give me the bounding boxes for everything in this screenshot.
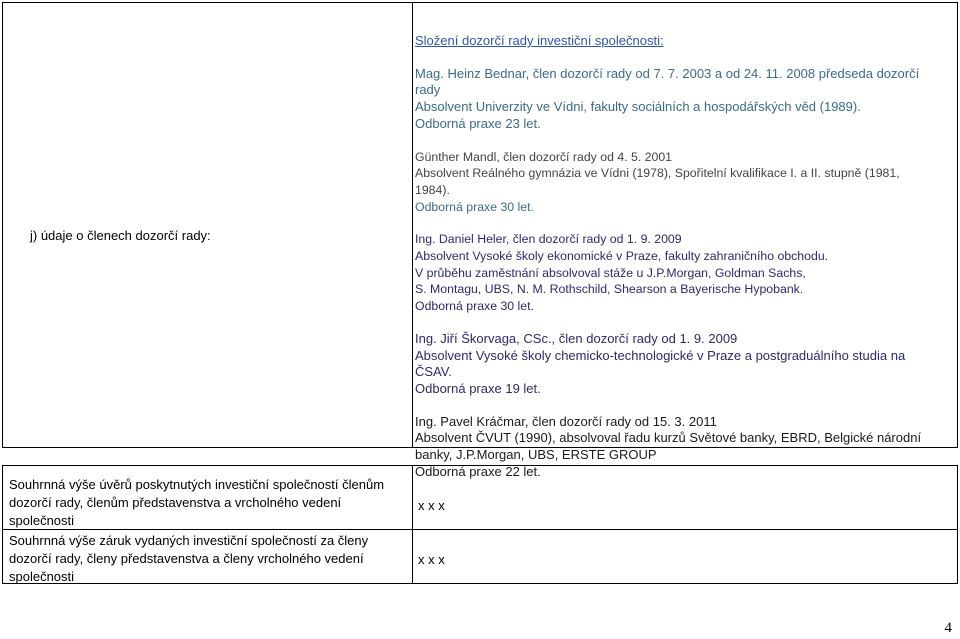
member-line: Ing. Pavel Kráčmar, člen dozorčí rady od 15. 3. 2011 (415, 413, 717, 429)
summary-table (2, 465, 958, 584)
member-line: Absolvent Vysoké školy chemicko-technologické v Praze a postgraduálního studia na (415, 347, 906, 363)
summary-value-guarantees: x x x (418, 552, 445, 567)
member-line: Absolvent ČVUT (1990), absolvoval řadu kurzů Světové banky, EBRD, Belgické národní (415, 430, 922, 446)
column-divider (412, 3, 413, 447)
member-line: 1984). (415, 182, 450, 197)
member-line: V průběhu zaměstnání absolvoval stáže u J.P.Morgan, Goldman Sachs, (415, 265, 806, 280)
summary-label-guarantees: Souhrnná výše záruk vydaných investiční společností za členy dozorčí rady, členy představenstva a členy vrcholného vedení společnosti (9, 533, 369, 584)
member-line: Ing. Jiří Škorvaga, CSc., člen dozorčí rady od 1. 9. 2009 (415, 330, 738, 346)
summary-label-loans: Souhrnná výše úvěrů poskytnutých investiční společností členům dozorčí rady, členům představenstva a vrcholného vedení společnosti (9, 477, 385, 528)
section-label: j) údaje o členech dozorčí rady: (30, 228, 211, 243)
member-line: Odborná praxe 19 let. (415, 380, 541, 396)
member-block-2 (415, 149, 940, 216)
page-number: 4 (944, 620, 952, 636)
member-line: Odborná praxe 22 let. (415, 463, 541, 479)
member-block-4 (415, 331, 940, 398)
member-line: banky, J.P.Morgan, UBS, ERSTE GROUP (415, 447, 657, 463)
summary-value-loans: x x x (418, 498, 445, 513)
member-line: Odborná praxe 30 let. (415, 299, 534, 314)
member-line: Odborná praxe 23 let. (415, 115, 541, 131)
member-line: Absolvent Vysoké školy ekonomické v Praze, fakulty zahraničního obchodu. (415, 249, 829, 264)
member-line: rady (415, 82, 441, 98)
member-block-1 (415, 66, 940, 133)
board-heading: Složení dozorčí rady investiční společnosti: (415, 33, 664, 48)
member-block-3 (415, 231, 940, 315)
member-line: ČSAV. (415, 364, 452, 380)
member-line: Ing. Daniel Heler, člen dozorčí rady od 1. 9. 2009 (415, 232, 682, 247)
member-line: Absolvent Reálného gymnázia ve Vídni (1978), Spořitelní kvalifikace I. a II. stupně (1981, (415, 166, 900, 181)
member-line: Mag. Heinz Bednar, člen dozorčí rady od 7. 7. 2003 a od 24. 11. 2008 předseda dozorčí (415, 65, 920, 81)
member-line: Absolvent Univerzity ve Vídni, fakulty sociálních a hospodářských věd (1989). (415, 99, 861, 115)
member-line: Günther Mandl, člen dozorčí rady od 4. 5. 2001 (415, 149, 673, 164)
member-line: Odborná praxe 30 let. (415, 199, 534, 214)
summary-column-divider (412, 466, 413, 583)
member-line: S. Montagu, UBS, N. M. Rothschild, Shearson a Bayerische Hypobank. (415, 282, 804, 297)
board-members-content (415, 33, 940, 496)
